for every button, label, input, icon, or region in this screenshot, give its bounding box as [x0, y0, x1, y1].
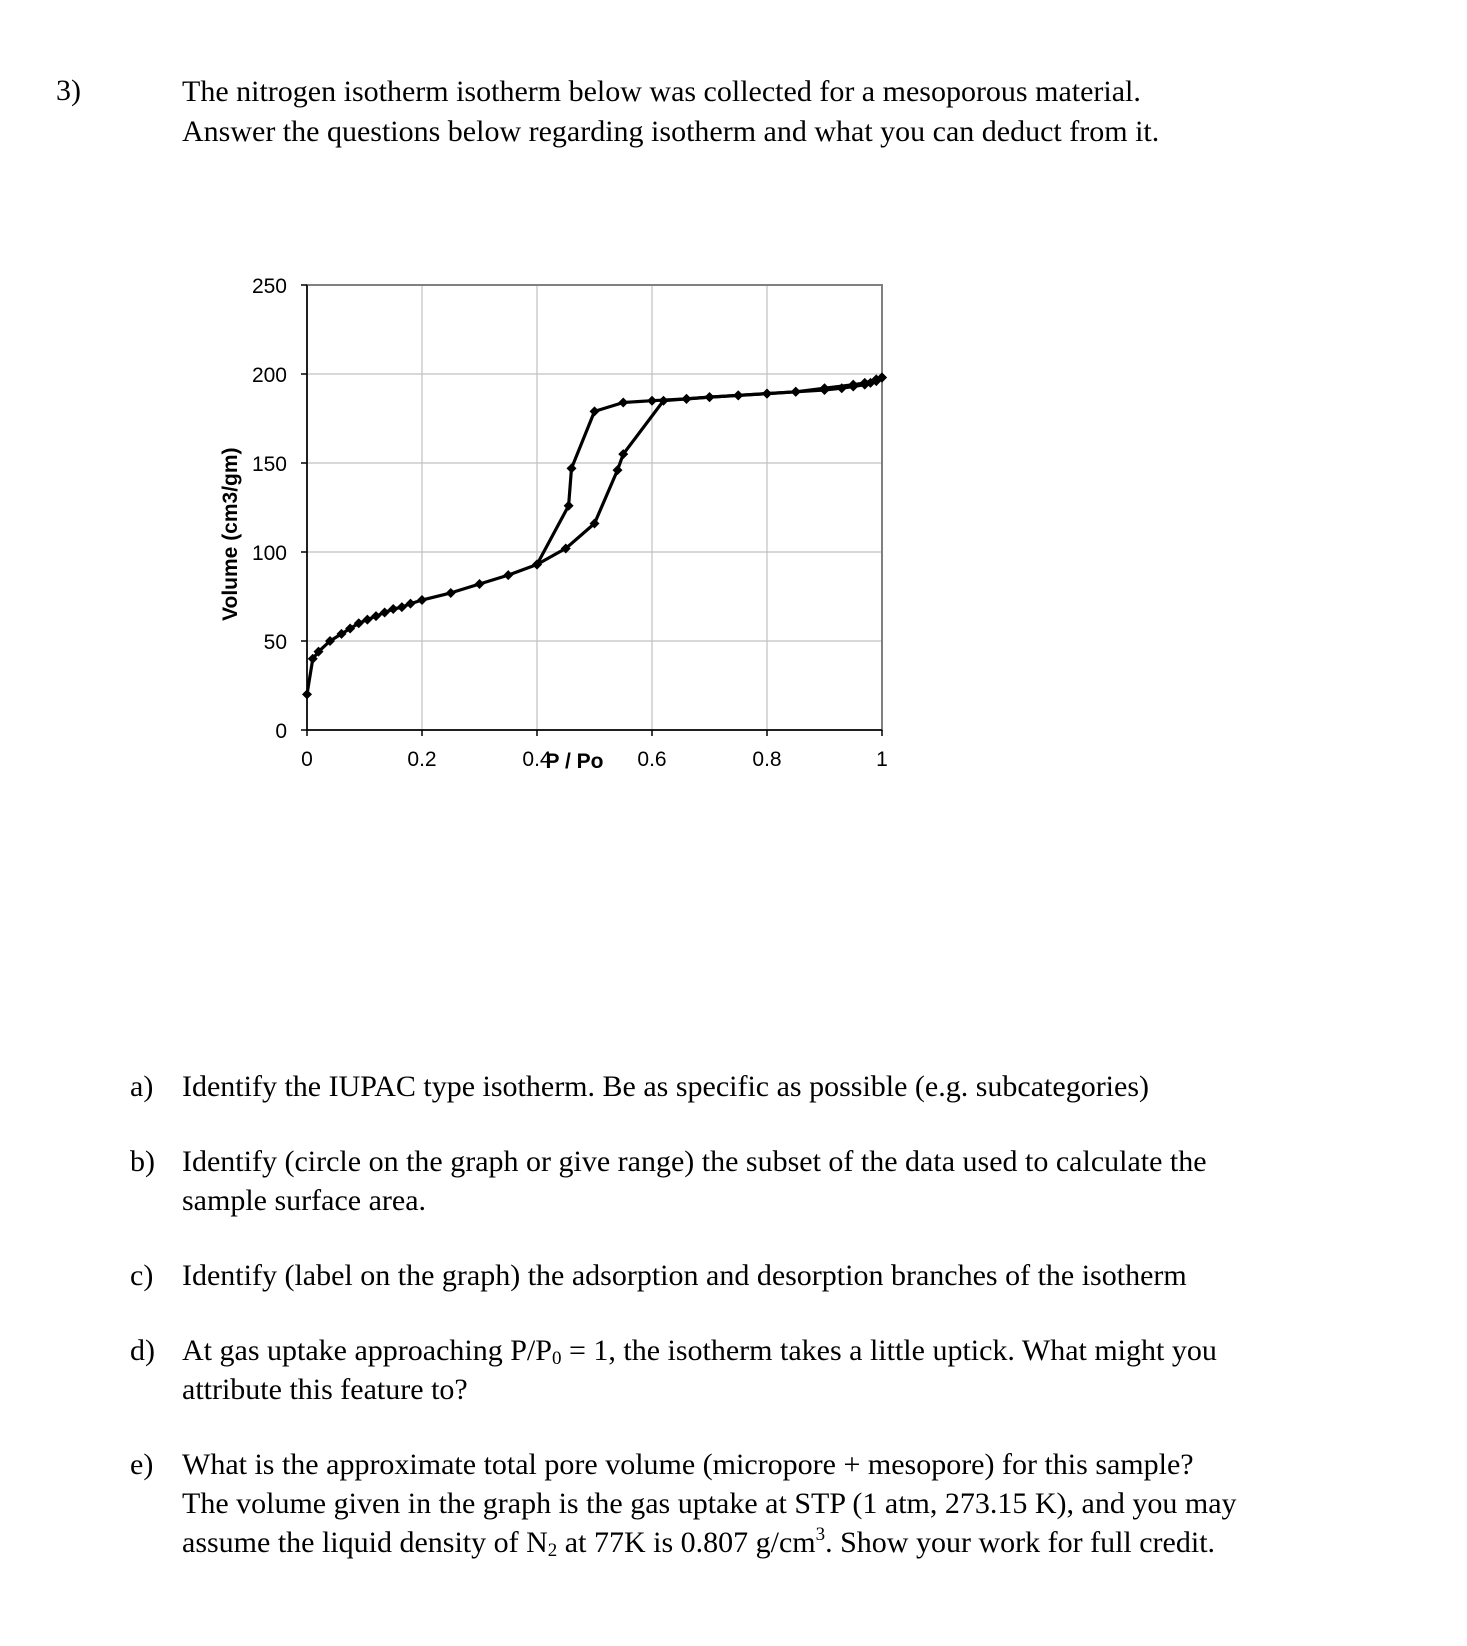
question-e-letter: e) — [130, 1448, 154, 1481]
y-tick-label-4: 200 — [251, 364, 287, 387]
y-tick-label-2: 100 — [251, 542, 287, 565]
desorption-point-13 — [567, 463, 577, 473]
question-e-text-mid: at 77K is 0.807 g/cm — [557, 1526, 816, 1559]
desorption-point-9 — [682, 394, 692, 404]
adsorption-point-9 — [380, 608, 390, 618]
question-b-text-line-1: Identify (circle on the graph or give range) the subset of the data used to calculate the — [182, 1145, 1207, 1178]
plot-frame — [307, 285, 882, 730]
question-e-superscript: 3 — [815, 1524, 826, 1545]
question-d-text-line-2: attribute this feature to? — [182, 1373, 468, 1406]
x-tick-label-2: 0.4 — [522, 748, 552, 771]
question-d — [130, 1331, 1420, 1409]
desorption-point-11 — [618, 397, 628, 407]
question-d-subscript: 0 — [551, 1348, 562, 1369]
intro-line-1: The nitrogen isotherm isotherm below was collected for a mesoporous material. — [182, 75, 1141, 108]
question-list — [130, 1067, 1420, 1598]
question-e-text-line-3 — [182, 1523, 1420, 1562]
isotherm-chart — [219, 272, 945, 832]
desorption-point-5 — [791, 387, 801, 397]
adsorption-series-line — [307, 378, 882, 695]
desorption-point-8 — [705, 392, 715, 402]
question-d-letter: d) — [130, 1334, 155, 1367]
question-b — [130, 1142, 1420, 1220]
x-tick-label-4: 0.8 — [752, 748, 782, 771]
x-axis-label: P / Po — [545, 750, 604, 773]
desorption-point-12 — [590, 406, 600, 416]
question-e-text-post: . Show your work for full credit. — [825, 1526, 1216, 1559]
desorption-series-line — [537, 378, 882, 565]
question-c — [130, 1256, 1420, 1295]
question-b-letter: b) — [130, 1145, 155, 1178]
x-tick-label-0: 0 — [301, 748, 313, 771]
adsorption-point-20 — [613, 465, 623, 475]
question-e-text-line-2: The volume given in the graph is the gas uptake at STP (1 atm, 273.15 K), and you may — [182, 1487, 1237, 1520]
question-b-text-line-2: sample surface area. — [182, 1184, 427, 1217]
question-d-text-line-1 — [182, 1331, 1420, 1370]
x-tick-label-5: 1 — [876, 748, 888, 771]
desorption-point-6 — [762, 389, 772, 399]
question-c-text: Identify (label on the graph) the adsorption and desorption branches of the isotherm — [182, 1259, 1187, 1292]
question-number: 3) — [56, 74, 81, 107]
question-d-text-post: = 1, the isotherm takes a little uptick. What might you — [561, 1334, 1217, 1367]
adsorption-point-12 — [406, 599, 416, 609]
question-e-text-pre: assume the liquid density of N — [182, 1526, 548, 1559]
question-e-subscript: 2 — [547, 1540, 558, 1561]
x-tick-label-3: 0.6 — [637, 748, 667, 771]
y-tick-label-3: 150 — [251, 453, 287, 476]
adsorption-point-8 — [371, 611, 381, 621]
desorption-point-7 — [733, 390, 743, 400]
question-c-letter: c) — [130, 1259, 154, 1292]
y-tick-label-5: 250 — [251, 275, 287, 298]
adsorption-point-14 — [446, 588, 456, 598]
question-e — [130, 1445, 1420, 1562]
question-d-text-pre: At gas uptake approaching P/P — [182, 1334, 552, 1367]
x-tick-label-1: 0.2 — [407, 748, 437, 771]
y-axis-label: Volume (cm3/gm) — [219, 447, 242, 621]
adsorption-point-13 — [417, 595, 427, 605]
question-a — [130, 1067, 1420, 1106]
adsorption-point-0 — [302, 689, 312, 699]
adsorption-point-16 — [503, 570, 513, 580]
adsorption-point-10 — [388, 604, 398, 614]
y-tick-label-0: 0 — [275, 720, 287, 743]
adsorption-point-11 — [397, 602, 407, 612]
y-tick-label-1: 50 — [263, 631, 287, 654]
question-intro — [182, 72, 1382, 152]
desorption-point-10 — [647, 396, 657, 406]
adsorption-point-15 — [475, 579, 485, 589]
question-e-text-line-1: What is the approximate total pore volume (micropore + mesopore) for this sample? — [182, 1448, 1194, 1481]
intro-line-2: Answer the questions below regarding isotherm and what you can deduct from it. — [182, 115, 1160, 148]
adsorption-point-7 — [362, 615, 372, 625]
question-a-text: Identify the IUPAC type isotherm. Be as specific as possible (e.g. subcategories) — [182, 1070, 1150, 1103]
question-a-letter: a) — [130, 1070, 154, 1103]
